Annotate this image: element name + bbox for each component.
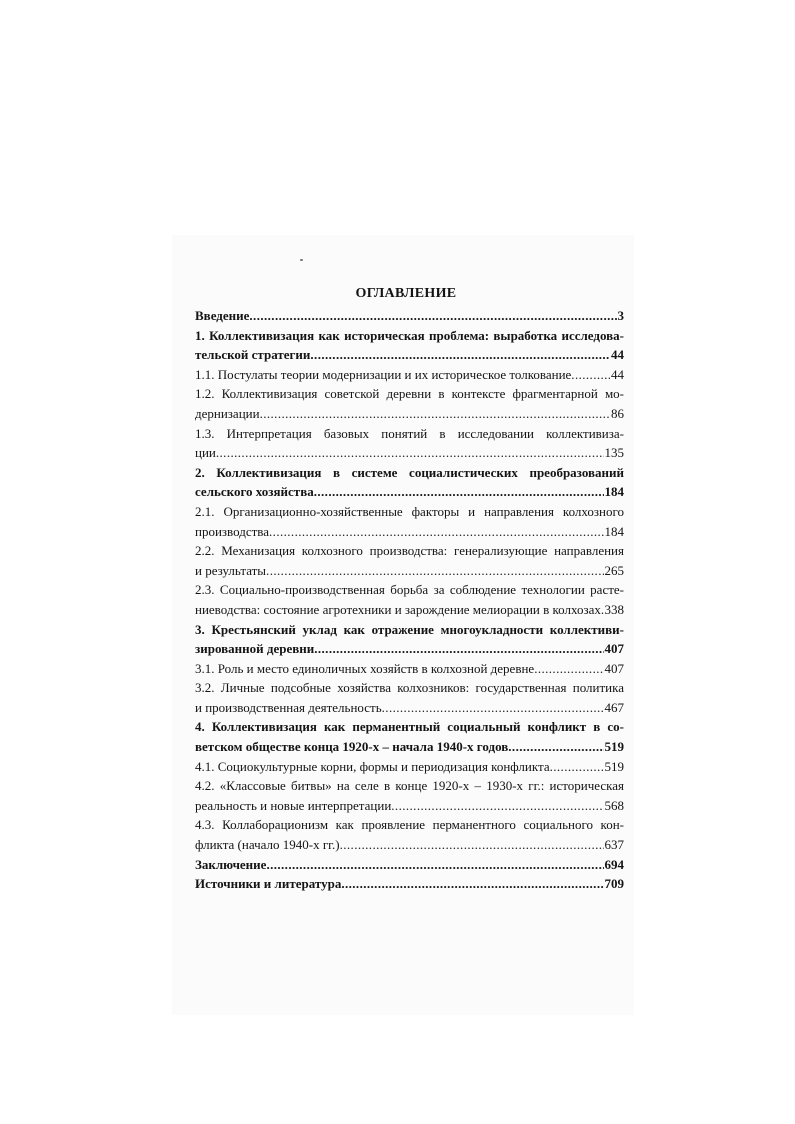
toc-entry-leader-line [195,796,624,816]
toc-entry-leader-line [195,855,624,875]
table-of-contents [195,306,624,894]
toc-entry-title: дернизации [195,405,260,421]
toc-entry-title: Заключение [195,856,267,872]
toc-chapter-entry[interactable] [195,326,624,365]
toc-section-entry[interactable] [195,580,624,619]
toc-chapter-entry[interactable] [195,463,624,502]
toc-entry-title: производства [195,523,270,539]
toc-entry-text-line: 3. Крестьянский уклад как отражение многоукладности коллективи- [195,621,624,637]
toc-entry-leader-line [195,443,624,463]
toc-entry-leader-line [195,306,624,326]
toc-chapter-entry[interactable] [195,717,624,756]
toc-entry-text-line: 1. Коллективизация как историческая проблема: выработка исследова- [195,327,624,343]
toc-entry-leader-line [195,659,624,679]
toc-dot-leader [391,796,603,816]
toc-page-number: 407 [604,660,624,676]
toc-entry-title: реальность и новые интерпретации [195,797,392,813]
toc-entry-title: ветском обществе конца 1920-х – начала 1940-х годов [195,739,509,755]
toc-entry-leader-line [195,561,624,581]
toc-entry-leader-line [195,835,624,855]
toc-entry-title: 4.1. Социокультурные корни, формы и периодизация конфликта [195,758,550,774]
toc-section-entry[interactable] [195,384,624,423]
toc-page-number: 44 [611,366,624,382]
toc-entry-title: зированной деревни [195,641,315,657]
toc-entry-text-line: 4. Коллективизация как перманентный социальный конфликт в со- [195,719,624,735]
toc-section-entry[interactable] [195,541,624,580]
toc-entry-leader-line [195,482,624,502]
toc-entry-leader-line [195,365,624,385]
toc-dot-leader [260,404,610,424]
toc-page-number: 265 [604,562,624,578]
toc-entry-title: ции [195,445,216,461]
toc-section-entry[interactable] [195,815,624,854]
toc-dot-leader [382,698,604,718]
toc-chapter-entry[interactable] [195,874,624,894]
toc-entry-title: и производственная деятельность [195,699,382,715]
toc-entry-text-line: 4.2. «Классовые битвы» на селе в конце 1920-х – 1930-х гг.: историческая [195,778,624,794]
toc-entry-leader-line [195,757,624,777]
toc-entry-leader-line [195,404,624,424]
toc-chapter-entry[interactable] [195,620,624,659]
scan-speck [300,259,303,261]
toc-entry-text-line: 2.1. Организационно-хозяйственные факторы и направления колхозного [195,503,624,519]
toc-page-number: 184 [604,523,624,539]
toc-section-entry[interactable] [195,659,624,679]
toc-dot-leader [571,365,610,385]
toc-entry-text-line: 4.3. Коллаборационизм как проявление перманентного социального кон- [195,817,624,833]
toc-entry-title: и результаты [195,562,267,578]
toc-entry-text-line: 1.2. Коллективизация советской деревни в контексте фрагментарной мо- [195,386,624,402]
toc-dot-leader [216,443,604,463]
toc-title: ОГЛАВЛЕНИЕ [355,286,457,301]
toc-page-number: 519 [604,758,624,774]
toc-page-number: 709 [604,876,624,892]
toc-page-number: 467 [604,699,624,715]
toc-entry-text-line: 3.2. Личные подсобные хозяйства колхозников: государственная политика [195,680,624,696]
toc-dot-leader [266,561,603,581]
toc-dot-leader [314,639,603,659]
toc-section-entry[interactable] [195,757,624,777]
toc-page-number: 3 [617,308,624,323]
toc-entry-title: ниеводства: состояние агротехники и зарождение мелиорации в колхозах [195,601,601,617]
toc-page-number: 637 [604,837,624,853]
toc-entry-leader-line [195,639,624,659]
toc-entry-title: 1.1. Постулаты теории модернизации и их историческое толкование [195,366,572,382]
toc-entry-title: фликта (начало 1940-х гг.) [195,837,340,853]
toc-entry-title: сельского хозяйства [195,484,314,500]
toc-chapter-entry[interactable] [195,855,624,875]
toc-entry-text-line: 1.3. Интерпретация базовых понятий в исследовании коллективиза- [195,425,624,441]
toc-dot-leader [266,855,603,875]
toc-dot-leader [508,737,603,757]
toc-entry-leader-line [195,874,624,894]
toc-page-number: 694 [604,856,624,872]
toc-dot-leader [534,659,603,679]
toc-entry-title: Источники и литература [195,876,342,892]
toc-page-number: 135 [604,445,624,461]
toc-dot-leader [249,306,616,326]
toc-entry-leader-line [195,600,624,620]
toc-dot-leader [310,345,610,365]
toc-page-number: 568 [604,797,624,813]
toc-section-entry[interactable] [195,776,624,815]
toc-page-number: 86 [611,405,624,421]
toc-dot-leader [269,522,603,542]
toc-entry-text-line: 2.2. Механизация колхозного производства: генерализующие направления [195,543,624,559]
toc-section-entry[interactable] [195,365,624,385]
toc-dot-leader [550,757,604,777]
toc-entry-leader-line [195,522,624,542]
toc-dot-leader [340,835,604,855]
toc-section-entry[interactable] [195,424,624,463]
toc-chapter-entry[interactable] [195,306,624,326]
toc-entry-title: 3.1. Роль и место единоличных хозяйств в колхозной деревне [195,660,535,676]
toc-page-number: 184 [604,484,624,500]
toc-page-number: 44 [611,347,624,363]
toc-entry-leader-line [195,698,624,718]
toc-entry-text-line: 2. Коллективизация в системе социалистических преобразований [195,464,624,480]
toc-page-number: 519 [604,739,624,755]
toc-section-entry[interactable] [195,678,624,717]
toc-page-number: 338 [604,601,624,617]
toc-page-number: 407 [604,641,624,657]
toc-entry-leader-line [195,345,624,365]
toc-section-entry[interactable] [195,502,624,541]
toc-entry-leader-line [195,737,624,757]
toc-dot-leader [341,874,603,894]
toc-entry-text-line: 2.3. Социально-производственная борьба за соблюдение технологии расте- [195,582,624,598]
toc-dot-leader [314,482,604,502]
toc-entry-title: Введение [195,308,250,323]
toc-entry-title: тельской стратегии [195,347,311,363]
